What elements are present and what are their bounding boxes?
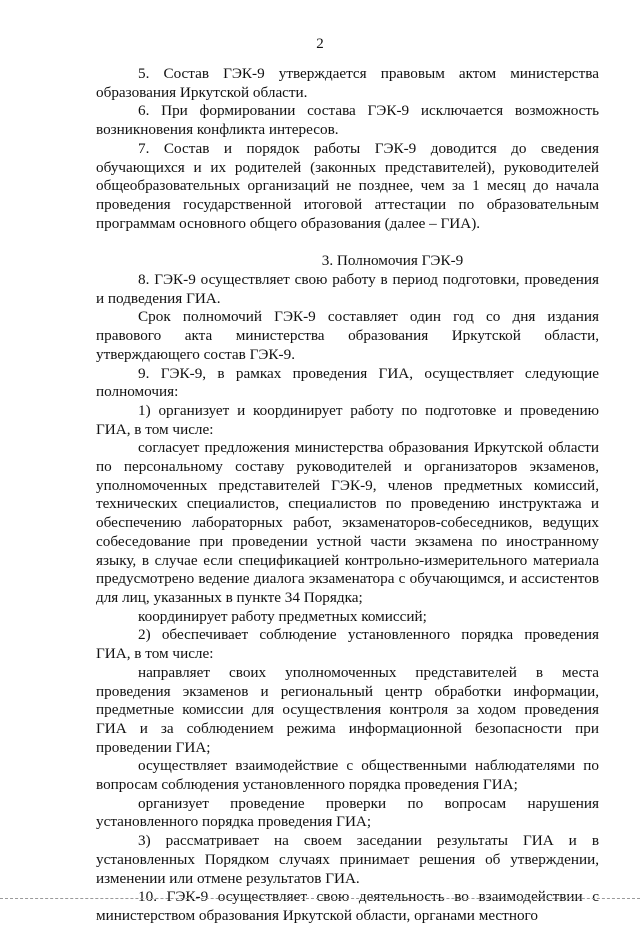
- list-item-2: 2) обеспечивает соблюдение установленного порядка проведения ГИА, в том числе:: [96, 626, 599, 663]
- paragraph-10: 10. ГЭК-9 осуществляет свою деятельность во взаимодействии с министерством образования Иркутской области, органами местного: [96, 888, 599, 924]
- list-item-3: 3) рассматривает на своем заседании результаты ГИА и в установленных Порядком случаях принимает решения об утверждении, изменении или отмене результатов ГИА.: [96, 832, 599, 887]
- list-subitem-organize: организует проведение проверки по вопросам нарушения установленного порядка проведения ГИА;: [96, 794, 599, 831]
- list-subitem-direct: направляет своих уполномоченных представителей в места проведения экзаменов и региональный центр обработки информации, предметные комиссии для осуществления контроля за ходом проведения ГИА и за соблюдением режима информационной безопасности при проведении ГИА;: [96, 663, 599, 756]
- document-body: [96, 65, 599, 926]
- list-item-1: 1) организует и координирует работу по подготовке и проведению ГИА, в том числе:: [96, 401, 599, 438]
- paragraph-7: 7. Состав и порядок работы ГЭК-9 доводится до сведения обучающихся и их родителей (законных представителей), руководителей общеобразовательных организаций не позднее, чем за 1 месяц до начала проведения государственной итоговой аттестации по образовательным программам основного общего образования (далее – ГИА).: [96, 139, 599, 232]
- list-subitem-agree: согласует предложения министерства образования Иркутской области по персональному составу руководителей и организаторов экзаменов, уполномоченных представителей ГЭК-9, членов предметных комиссий, технических специалистов, специалистов по проведению инструктажа и обеспечению лабораторных работ, экзаменаторов-собеседников, ведущих собеседование при проведении устной части экзамена по иностранному языку, в случае если спецификацией контрольно-измерительного материала предусмотрено ведение диалога экзаменатора с обучающимся, и ассистентов для лиц, указанных в пункте 34 Порядка;: [96, 439, 599, 606]
- paragraph-6: 6. При формировании состава ГЭК-9 исключается возможность возникновения конфликта интересов.: [96, 102, 599, 139]
- scan-bottom-line: [0, 898, 640, 899]
- paragraph-9: 9. ГЭК-9, в рамках проведения ГИА, осуществляет следующие полномочия:: [96, 364, 599, 401]
- page-number: 2: [316, 36, 324, 52]
- paragraph-5: 5. Состав ГЭК-9 утверждается правовым актом министерства образования Иркутской области.: [96, 65, 599, 101]
- paragraph-8: 8. ГЭК-9 осуществляет свою работу в период подготовки, проведения и подведения ГИА.: [96, 271, 599, 307]
- paragraph-term: Срок полномочий ГЭК-9 составляет один год со дня издания правового акта министерства образования Иркутской области, утверждающего состав ГЭК-9.: [96, 308, 599, 363]
- list-subitem-interact: осуществляет взаимодействие с общественными наблюдателями по вопросам соблюдения установленного порядка проведения ГИА;: [96, 757, 599, 794]
- list-subitem-coordinate: координирует работу предметных комиссий;: [138, 607, 427, 625]
- section-title: 3. Полномочия ГЭК-9: [321, 252, 464, 270]
